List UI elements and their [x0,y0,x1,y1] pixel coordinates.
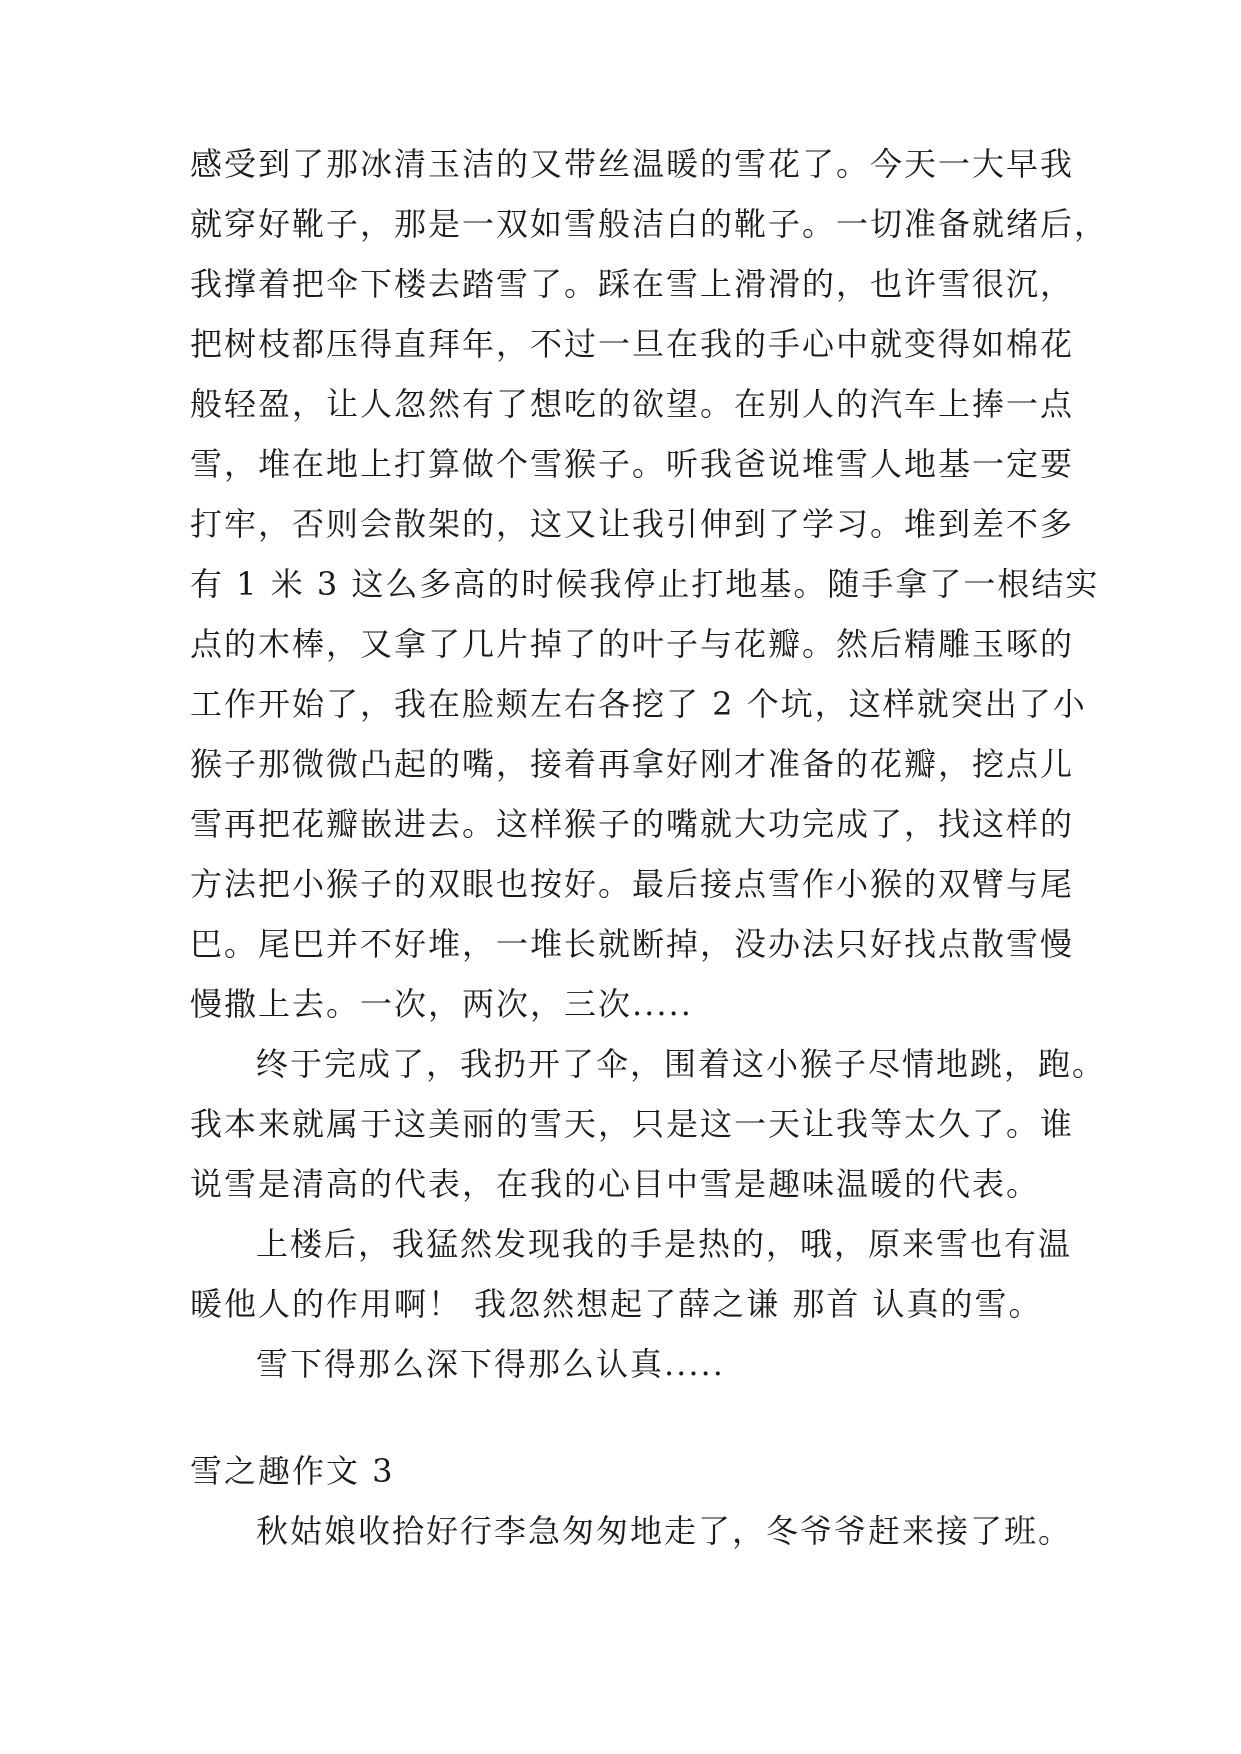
text-line: 点的木棒，又拿了几片掉了的叶子与花瓣。然后精雕玉啄的 [190,625,1075,663]
paragraph-3 [190,1214,1090,1334]
text-line: 雪，堆在地上打算做个雪猴子。听我爸说堆雪人地基一定要 [190,445,1075,483]
section-title: 雪之趣作文 3 [190,1452,395,1490]
paragraph-1 [190,134,1109,1034]
text-line: 秋姑娘收拾好行李急匆匆地走了，冬爷爷赶来接了班。 [256,1512,1073,1550]
paragraph-5 [190,1501,1090,1561]
text-line: 有 1 米 3 这么多高的时候我停止打地基。随手拿了一根结实 [190,565,1100,603]
text-line: 我撑着把伞下楼去踏雪了。踩在雪上滑滑的，也许雪很沉， [190,265,1075,303]
text-line: 把树枝都压得直拜年，不过一旦在我的手心中就变得如棉花 [190,325,1075,363]
text-line: 就穿好靴子，那是一双如雪般洁白的靴子。一切准备就绪后， [190,205,1109,243]
text-line: 方法把小猴子的双眼也按好。最后接点雪作小猴的双臂与尾 [190,865,1075,903]
text-line: 雪再把花瓣嵌进去。这样猴子的嘴就大功完成了，找这样的 [190,805,1075,843]
text-line: 打牢，否则会散架的，这又让我引伸到了学习。堆到差不多 [190,505,1075,543]
text-line: 巴。尾巴并不好堆，一堆长就断掉，没办法只好找点散雪慢 [190,925,1075,963]
text-line: 雪下得那么深下得那么认真..... [256,1345,725,1383]
text-line: 终于完成了，我扔开了伞，围着这小猴子尽情地跳，跑。 [256,1045,1107,1083]
text-line: 猴子那微微凸起的嘴，接着再拿好刚才准备的花瓣，挖点儿 [190,745,1075,783]
text-line: 工作开始了，我在脸颊左右各挖了 2 个坑，这样就突出了小 [190,685,1087,723]
text-line: 说雪是清高的代表，在我的心目中雪是趣味温暖的代表。 [190,1165,1041,1203]
text-line: 暖他人的作用啊！ 我忽然想起了薛之谦 那首 认真的雪。 [190,1285,1043,1323]
text-line: 感受到了那冰清玉洁的又带丝温暖的雪花了。今天一大早我 [190,145,1075,183]
text-line: 上楼后，我猛然发现我的手是热的，哦，原来雪也有温 [256,1225,1073,1263]
text-line: 般轻盈，让人忽然有了想吃的欲望。在别人的汽车上捧一点 [190,385,1075,423]
text-line: 慢撒上去。一次，两次，三次..... [190,985,693,1023]
text-line: 我本来就属于这美丽的雪天，只是这一天让我等太久了。谁 [190,1105,1075,1143]
paragraph-4 [190,1334,1090,1394]
paragraph-2 [190,1034,1107,1214]
